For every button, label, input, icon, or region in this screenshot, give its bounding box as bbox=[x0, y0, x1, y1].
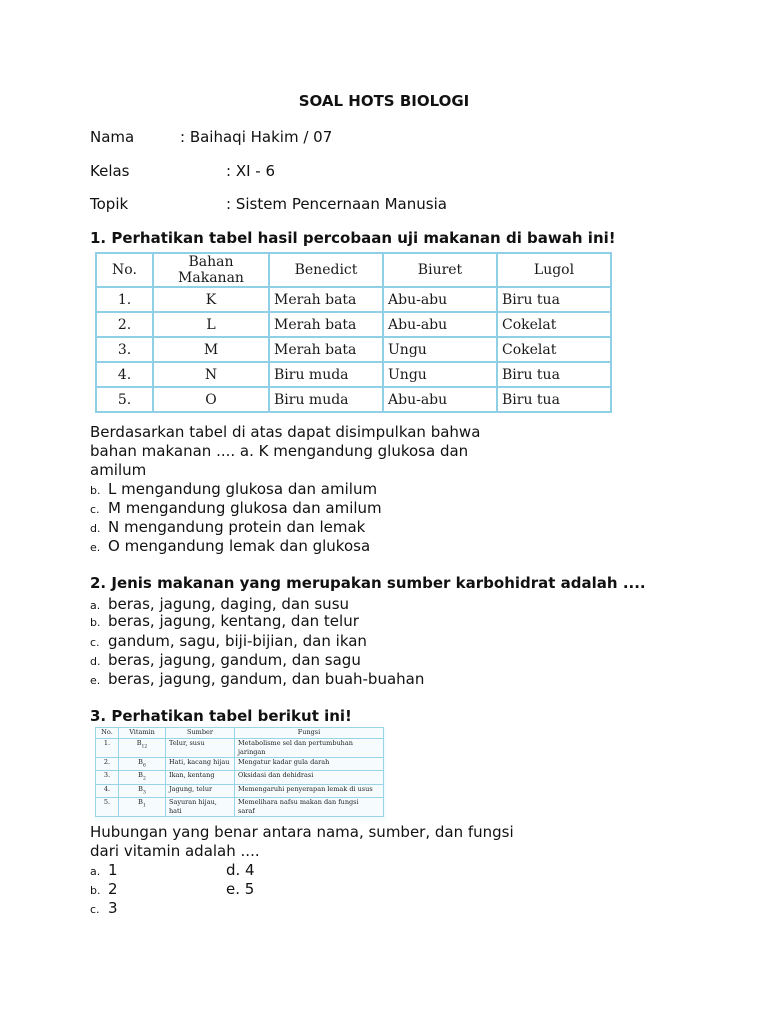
cell-biuret: Abu-abu bbox=[383, 387, 497, 412]
table-row bbox=[96, 784, 384, 797]
option-letter: b. bbox=[90, 484, 101, 497]
option-letter: e. bbox=[90, 674, 101, 687]
table-row bbox=[96, 387, 611, 412]
option-text: 1 bbox=[108, 861, 118, 879]
header-lugol: Lugol bbox=[497, 253, 611, 287]
cell-function: Mengatur kadar gula darah bbox=[235, 758, 384, 771]
vitamin-subscript: 12 bbox=[141, 744, 148, 750]
option-text: gandum, sagu, biji-bijian, dan ikan bbox=[108, 632, 367, 650]
cell-vitamin bbox=[119, 784, 166, 797]
option-letter: c. bbox=[90, 503, 100, 516]
option-letter: a. bbox=[90, 599, 101, 612]
cell-food: K bbox=[153, 287, 269, 312]
cell-function: Memengaruhi penyerapan lemak di usus bbox=[235, 784, 384, 797]
cell-no: 2. bbox=[96, 758, 119, 771]
table-row bbox=[96, 287, 611, 312]
option-text: 2 bbox=[108, 880, 118, 898]
header-function: Fungsi bbox=[235, 728, 384, 739]
q3-stem-line-2: dari vitamin adalah .... bbox=[90, 842, 260, 860]
table-header-row bbox=[96, 728, 384, 739]
vitamin-subscript: 2 bbox=[142, 776, 146, 782]
header-benedict: Benedict bbox=[269, 253, 383, 287]
q1-stem-line-1: Berdasarkan tabel di atas dapat disimpulkan bahwa bbox=[90, 423, 481, 441]
class-label: Kelas bbox=[90, 162, 130, 180]
food-test-table bbox=[95, 252, 612, 413]
table-row bbox=[96, 337, 611, 362]
cell-source: Telur, susu bbox=[166, 739, 235, 758]
q2-option-c bbox=[90, 632, 367, 650]
cell-biuret: Abu-abu bbox=[383, 287, 497, 312]
cell-vitamin bbox=[119, 758, 166, 771]
cell-benedict: Biru muda bbox=[269, 387, 383, 412]
cell-no: 1. bbox=[96, 287, 153, 312]
option-text: O mengandung lemak dan glukosa bbox=[108, 537, 371, 555]
cell-biuret: Abu-abu bbox=[383, 312, 497, 337]
q3-option-b bbox=[90, 880, 118, 898]
class-value: : XI - 6 bbox=[226, 162, 276, 180]
q1-stem-line-3: amilum bbox=[90, 461, 147, 479]
option-text: N mengandung protein dan lemak bbox=[108, 518, 366, 536]
option-letter: c. bbox=[90, 636, 100, 649]
q1-option-b bbox=[90, 480, 377, 498]
topic-label: Topik bbox=[90, 195, 129, 213]
cell-lugol: Cokelat bbox=[497, 312, 611, 337]
q2-option-b bbox=[90, 612, 359, 630]
header-vitamin: Vitamin bbox=[119, 728, 166, 739]
vitamin-table-image bbox=[95, 727, 386, 821]
question-3: 3. Perhatikan tabel berikut ini! bbox=[90, 707, 352, 725]
cell-lugol: Biru tua bbox=[497, 387, 611, 412]
cell-food: O bbox=[153, 387, 269, 412]
table-row bbox=[96, 362, 611, 387]
option-letter: d. bbox=[90, 522, 101, 535]
cell-food: M bbox=[153, 337, 269, 362]
cell-vitamin bbox=[119, 797, 166, 816]
header-source: Sumber bbox=[166, 728, 235, 739]
cell-vitamin bbox=[119, 771, 166, 784]
cell-vitamin bbox=[119, 739, 166, 758]
cell-benedict: Merah bata bbox=[269, 312, 383, 337]
option-text: beras, jagung, daging, dan susu bbox=[108, 595, 350, 613]
function-line: jaringan bbox=[238, 748, 266, 756]
vitamin-letter: B bbox=[138, 784, 143, 793]
cell-no: 4. bbox=[96, 784, 119, 797]
table-row bbox=[96, 312, 611, 337]
question-1: 1. Perhatikan tabel hasil percobaan uji makanan di bawah ini! bbox=[90, 229, 616, 247]
q3-option-a bbox=[90, 861, 118, 879]
function-line: saraf bbox=[238, 806, 255, 815]
table-header-row bbox=[96, 253, 611, 287]
vitamin-letter: B bbox=[138, 797, 143, 806]
name-value: : Baihaqi Hakim / 07 bbox=[180, 128, 333, 146]
cell-food: L bbox=[153, 312, 269, 337]
q3-option-e: e. 5 bbox=[226, 880, 255, 898]
cell-function bbox=[235, 797, 384, 816]
cell-source: Hati, kacang hijau bbox=[166, 758, 235, 771]
cell-lugol: Cokelat bbox=[497, 337, 611, 362]
cell-biuret: Ungu bbox=[383, 362, 497, 387]
option-text: beras, jagung, kentang, dan telur bbox=[108, 612, 359, 630]
page-title: SOAL HOTS BIOLOGI bbox=[298, 92, 470, 110]
topic-value: : Sistem Pencernaan Manusia bbox=[226, 195, 447, 213]
cell-source: Jagung, telur bbox=[166, 784, 235, 797]
q3-option-d: d. 4 bbox=[226, 861, 255, 879]
cell-lugol: Biru tua bbox=[497, 287, 611, 312]
option-letter: c. bbox=[90, 903, 100, 916]
vitamin-subscript: 6 bbox=[142, 763, 146, 769]
name-label: Nama bbox=[90, 128, 135, 146]
option-letter: a. bbox=[90, 865, 101, 878]
q2-option-a bbox=[90, 595, 349, 613]
cell-no: 2. bbox=[96, 312, 153, 337]
option-text: L mengandung glukosa dan amilum bbox=[108, 480, 378, 498]
option-text: beras, jagung, gandum, dan sagu bbox=[108, 651, 361, 669]
header-food: Bahan Makanan bbox=[153, 253, 269, 287]
vitamin-letter: B bbox=[138, 771, 143, 780]
cell-no: 3. bbox=[96, 337, 153, 362]
vitamin-subscript: 1 bbox=[142, 803, 146, 809]
function-line: Memelihara nafsu makan dan fungsi bbox=[238, 797, 359, 806]
option-letter: b. bbox=[90, 884, 101, 897]
cell-lugol: Biru tua bbox=[497, 362, 611, 387]
cell-biuret: Ungu bbox=[383, 337, 497, 362]
cell-no: 5. bbox=[96, 387, 153, 412]
cell-no: 1. bbox=[96, 739, 119, 758]
vitamin-subscript: 3 bbox=[142, 789, 146, 795]
cell-food: N bbox=[153, 362, 269, 387]
q1-option-d bbox=[90, 518, 365, 536]
q3-option-c bbox=[90, 899, 118, 917]
option-letter: b. bbox=[90, 616, 101, 629]
option-letter: e. bbox=[90, 541, 101, 554]
option-letter: d. bbox=[90, 655, 101, 668]
cell-function bbox=[235, 739, 384, 758]
table-row bbox=[96, 771, 384, 784]
vitamin-letter: B bbox=[136, 739, 142, 747]
cell-benedict: Merah bata bbox=[269, 337, 383, 362]
q1-option-c bbox=[90, 499, 382, 517]
cell-function: Oksidasi dan dehidrasi bbox=[235, 771, 384, 784]
cell-source: Ikan, kentang bbox=[166, 771, 235, 784]
option-text: 3 bbox=[108, 899, 118, 917]
cell-source: Sayuran hijau, hati bbox=[166, 797, 235, 816]
cell-no: 5. bbox=[96, 797, 119, 816]
option-text: M mengandung glukosa dan amilum bbox=[108, 499, 382, 517]
q1-option-e bbox=[90, 537, 370, 555]
q1-stem-line-2: bahan makanan .... a. K mengandung glukosa dan bbox=[90, 442, 469, 460]
header-biuret: Biuret bbox=[383, 253, 497, 287]
cell-no: 3. bbox=[96, 771, 119, 784]
header-no: No. bbox=[96, 728, 119, 739]
q2-option-e bbox=[90, 670, 424, 688]
table-row bbox=[96, 739, 384, 758]
cell-benedict: Merah bata bbox=[269, 287, 383, 312]
vitamin-table bbox=[95, 727, 384, 817]
cell-no: 4. bbox=[96, 362, 153, 387]
header-no: No. bbox=[96, 253, 153, 287]
function-line: Metabolisme sel dan pertumbuhan bbox=[238, 739, 353, 747]
cell-benedict: Biru muda bbox=[269, 362, 383, 387]
question-2: 2. Jenis makanan yang merupakan sumber karbohidrat adalah .... bbox=[90, 574, 646, 592]
table-row bbox=[96, 758, 384, 771]
vitamin-letter: B bbox=[138, 758, 143, 766]
table-row bbox=[96, 797, 384, 816]
q2-option-d bbox=[90, 651, 361, 669]
q3-stem-line-1: Hubungan yang benar antara nama, sumber, dan fungsi bbox=[90, 823, 514, 841]
option-text: beras, jagung, gandum, dan buah-buahan bbox=[108, 670, 425, 688]
